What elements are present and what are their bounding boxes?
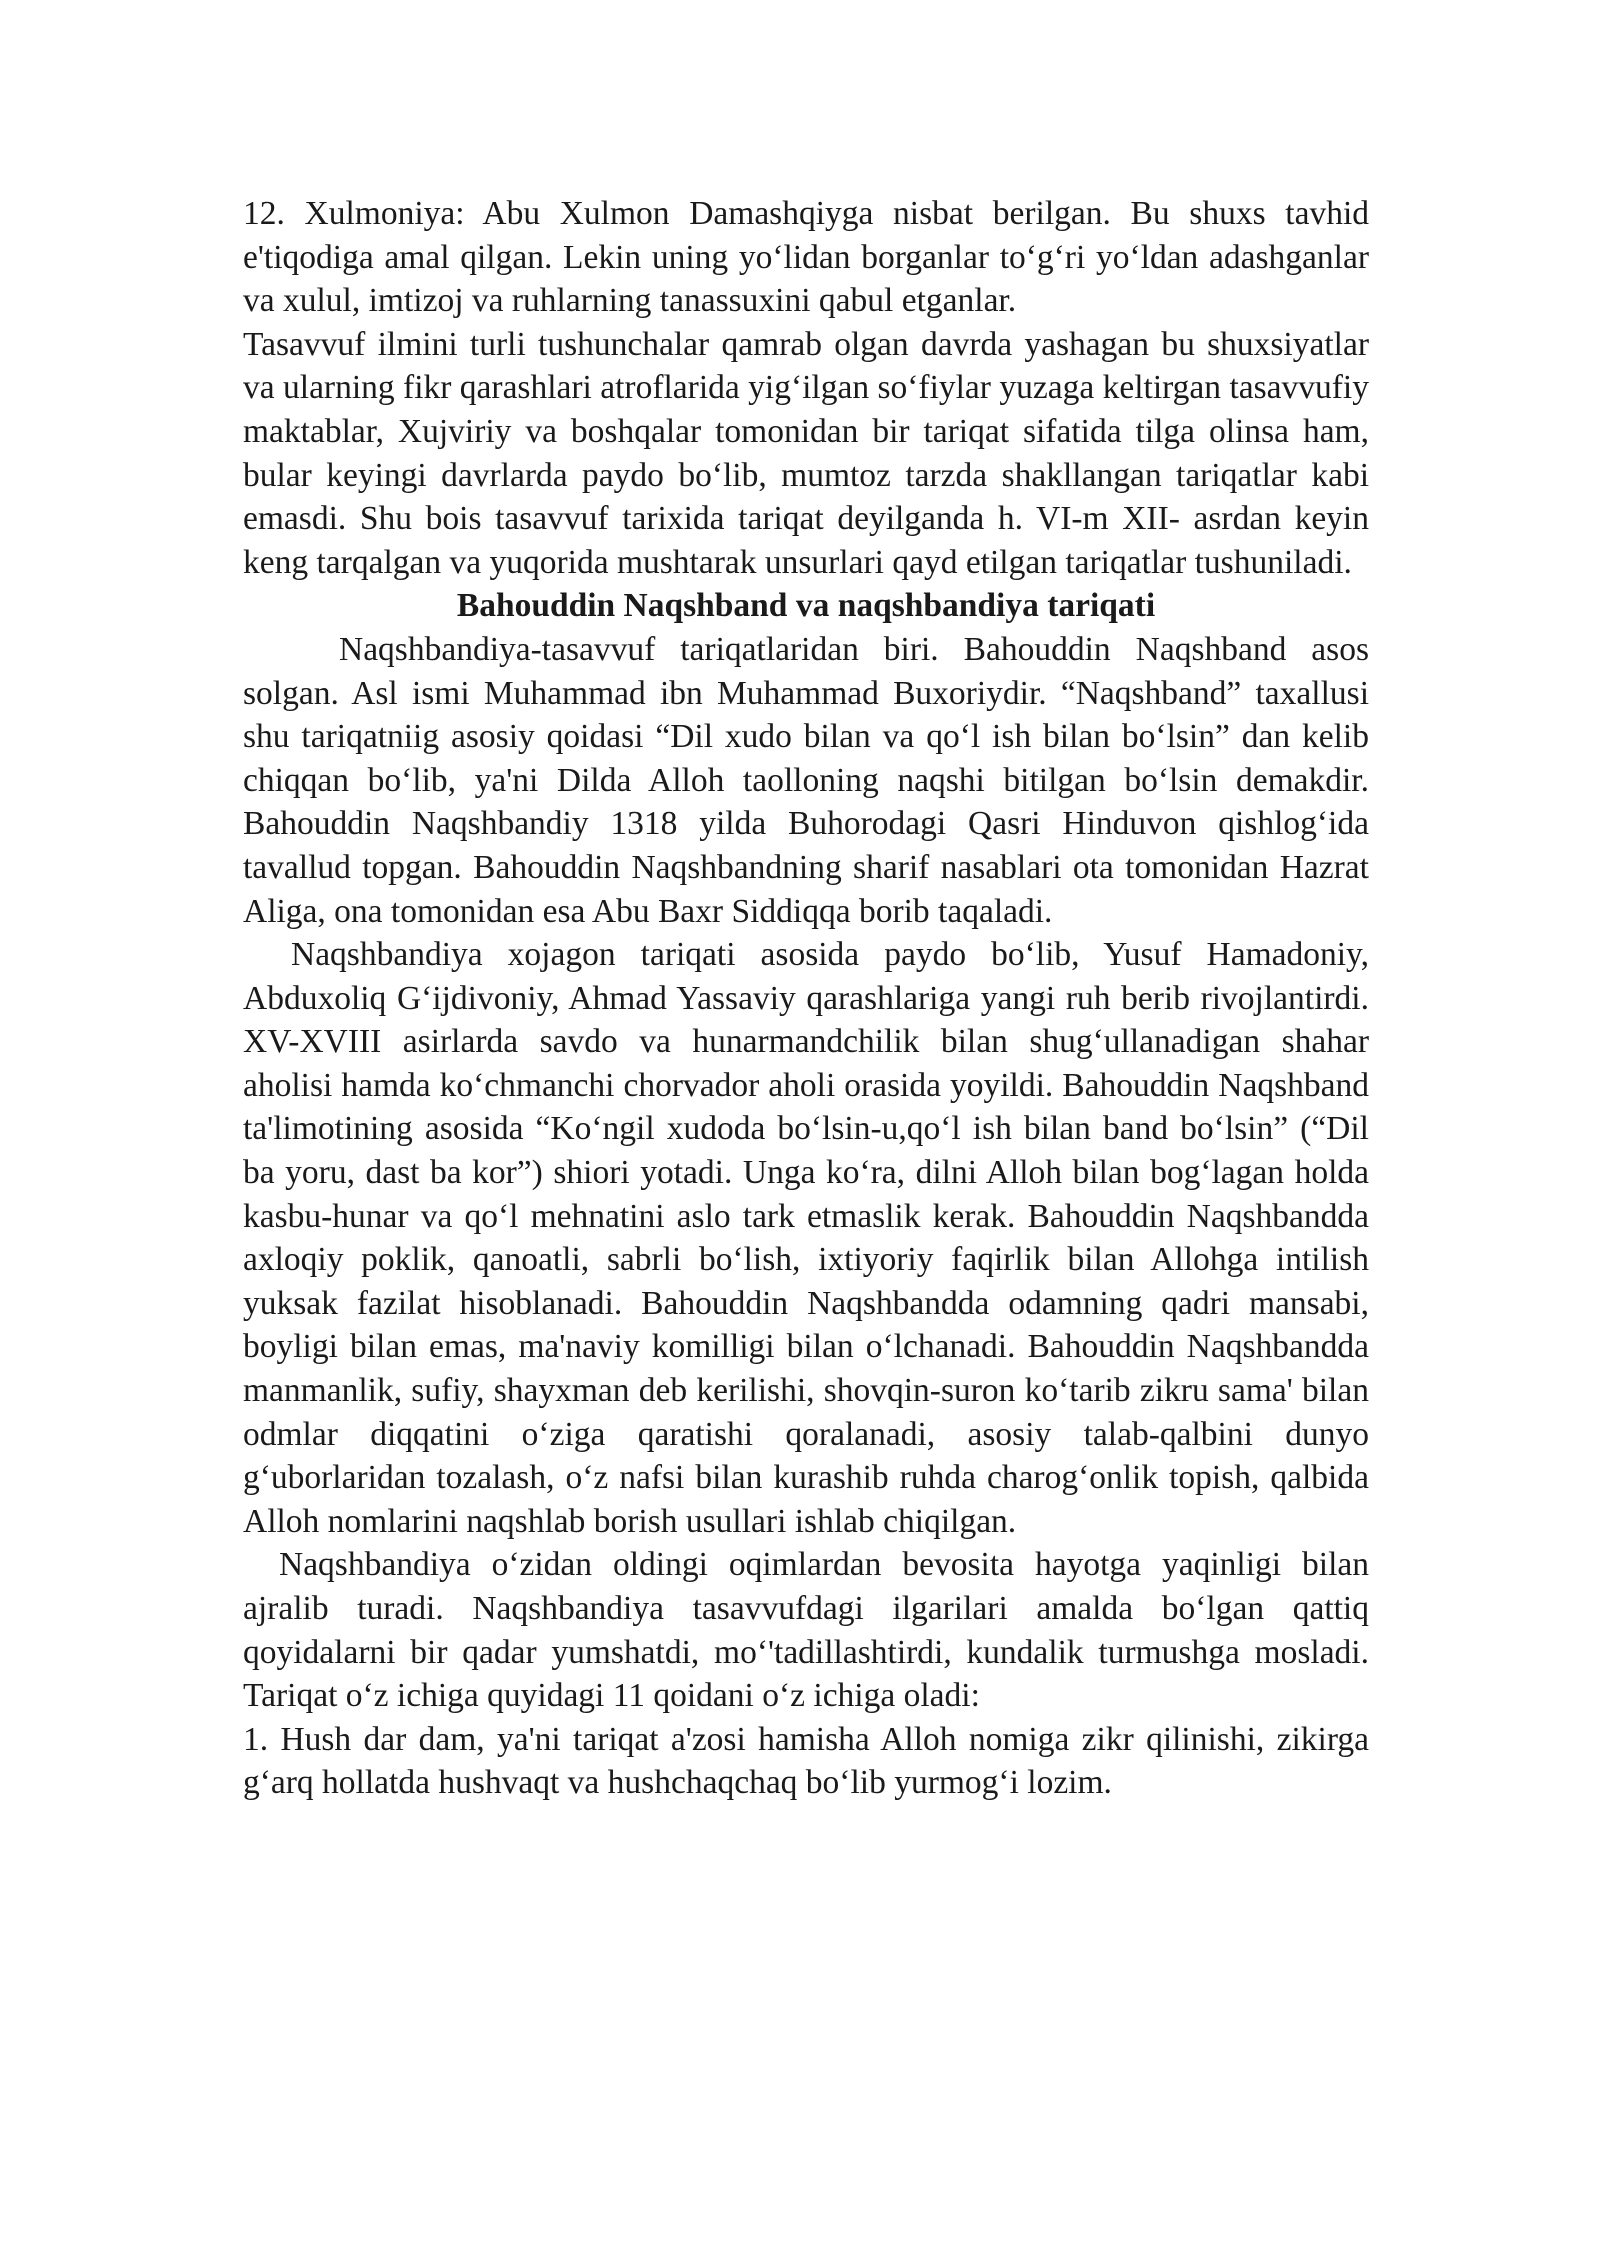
paragraph-xojagon: Naqshbandiya xojagon tariqati asosida paydo bo‘lib, Yusuf Hamadoniy, Abduxoliq G‘ijdivoniy, Ahmad Yassaviy qarashlariga yangi ruh berib rivojlantirdi. XV-XVIII asirlarda savdo va hunarmandchilik bilan shug‘ullanadigan shahar aholisi hamda ko‘chmanchi chorvador aholi orasida yoyildi. Bahouddin Naqshband ta'limotining asosida “Ko‘ngil xudoda bo‘lsin-u,qo‘l ish bilan band bo‘lsin” (“Dil ba yoru, dast ba kor”) shiori yotadi. Unga ko‘ra, dilni Alloh bilan bog‘lagan holda kasbu-hunar va qo‘l mehnatini aslo tark etmaslik kerak. Bahouddin Naqshbandda axloqiy poklik, qanoatli, sabrli bo‘lish, ixtiyoriy faqirlik bilan Allohga intilish yuksak fazilat hisoblanadi. Bahouddin Naqshbandda odamning qadri mansabi, boyligi bilan emas, ma'naviy komilligi bilan o‘lchanadi. Bahouddin Naqshbandda manmanlik, sufiy, shayxman deb kerilishi, shovqin-suron ko‘tarib zikru sama' bilan odmlar diqqatini o‘ziga qaratishi qoralanadi, asosiy talab-qalbini dunyo g‘uborlaridan tozalash, o‘z nafsi bilan kurashib ruhda charog‘onlik topish, qalbida Alloh nomlarini naqshlab borish usullari ishlab chiqilgan. bbox=[243, 936, 1369, 1540]
paragraph-tasavvuf: Tasavvuf ilmini turli tushunchalar qamrab olgan davrda yashagan bu shuxsiyatlar va ularning fikr qarashlari atroflarida yig‘ilgan so‘fiylar yuzaga keltirgan tasavvufiy maktablar, Xujviriy va boshqalar tomonidan bir tariqat sifatida tilga olinsa ham, bular keyingi davrlarda paydo bo‘lib, mumtoz tarzda shakllangan tariqatlar kabi emasdi. Shu bois tasavvuf tarixida tariqat deyilganda h. VI-m XII- asrdan keyin keng tarqalgan va yuqorida mushtarak unsurlari qayd etilgan tariqatlar tushuniladi. bbox=[243, 325, 1369, 581]
paragraph-xulmoniya: 12. Xulmoniya: Abu Xulmon Damashqiyga nisbat berilgan. Bu shuxs tavhid e'tiqodiga amal qilgan. Lekin uning yo‘lidan borganlar to‘g‘ri yo‘ldan adashganlar va xulul, imtizoj va ruhlarning tanassuxini qabul etganlar. bbox=[243, 195, 1369, 320]
section-heading: Bahouddin Naqshband va naqshbandiya tariqati bbox=[456, 587, 1156, 625]
paragraph-rule-1: 1. Hush dar dam, ya'ni tariqat a'zosi hamisha Alloh nomiga zikr qilinishi, zikirga g‘arq hollatda hushvaqt va hushchaqchaq bo‘lib yurmog‘i lozim. bbox=[243, 1720, 1369, 1802]
document-page bbox=[243, 192, 1369, 1805]
paragraph-naqshbandiya-intro: Naqshbandiya-tasavvuf tariqatlaridan biri. Bahouddin Naqshband asos solgan. Asl ismi Muhammad ibn Muhammad Buxoriydir. “Naqshband” taxallusi shu tariqatniig asosiy qoidasi “Dil xudo bilan va qo‘l ish bilan bo‘lsin” dan kelib chiqqan bo‘lib, ya'ni Dilda Alloh taolloning naqshi bitilgan bo‘lsin demakdir. Bahouddin Naqshbandiy 1318 yilda Buhorodagi Qasri Hinduvon qishlog‘ida tavallud topgan. Bahouddin Naqshbandning sharif nasablari ota tomonidan Hazrat Aliga, ona tomonidan esa Abu Baxr Siddiqqa borib taqaladi. bbox=[243, 630, 1369, 930]
paragraph-oqimlar: Naqshbandiya o‘zidan oldingi oqimlardan bevosita hayotga yaqinligi bilan ajralib turadi. Naqshbandiya tasavvufdagi ilgarilari amalda bo‘lgan qattiq qoyidalarni bir qadar yumshatdi, mo‘'tadillashtirdi, kundalik turmushga mosladi. Tariqat o‘z ichiga quyidagi 11 qoidani o‘z ichiga oladi: bbox=[243, 1546, 1369, 1715]
